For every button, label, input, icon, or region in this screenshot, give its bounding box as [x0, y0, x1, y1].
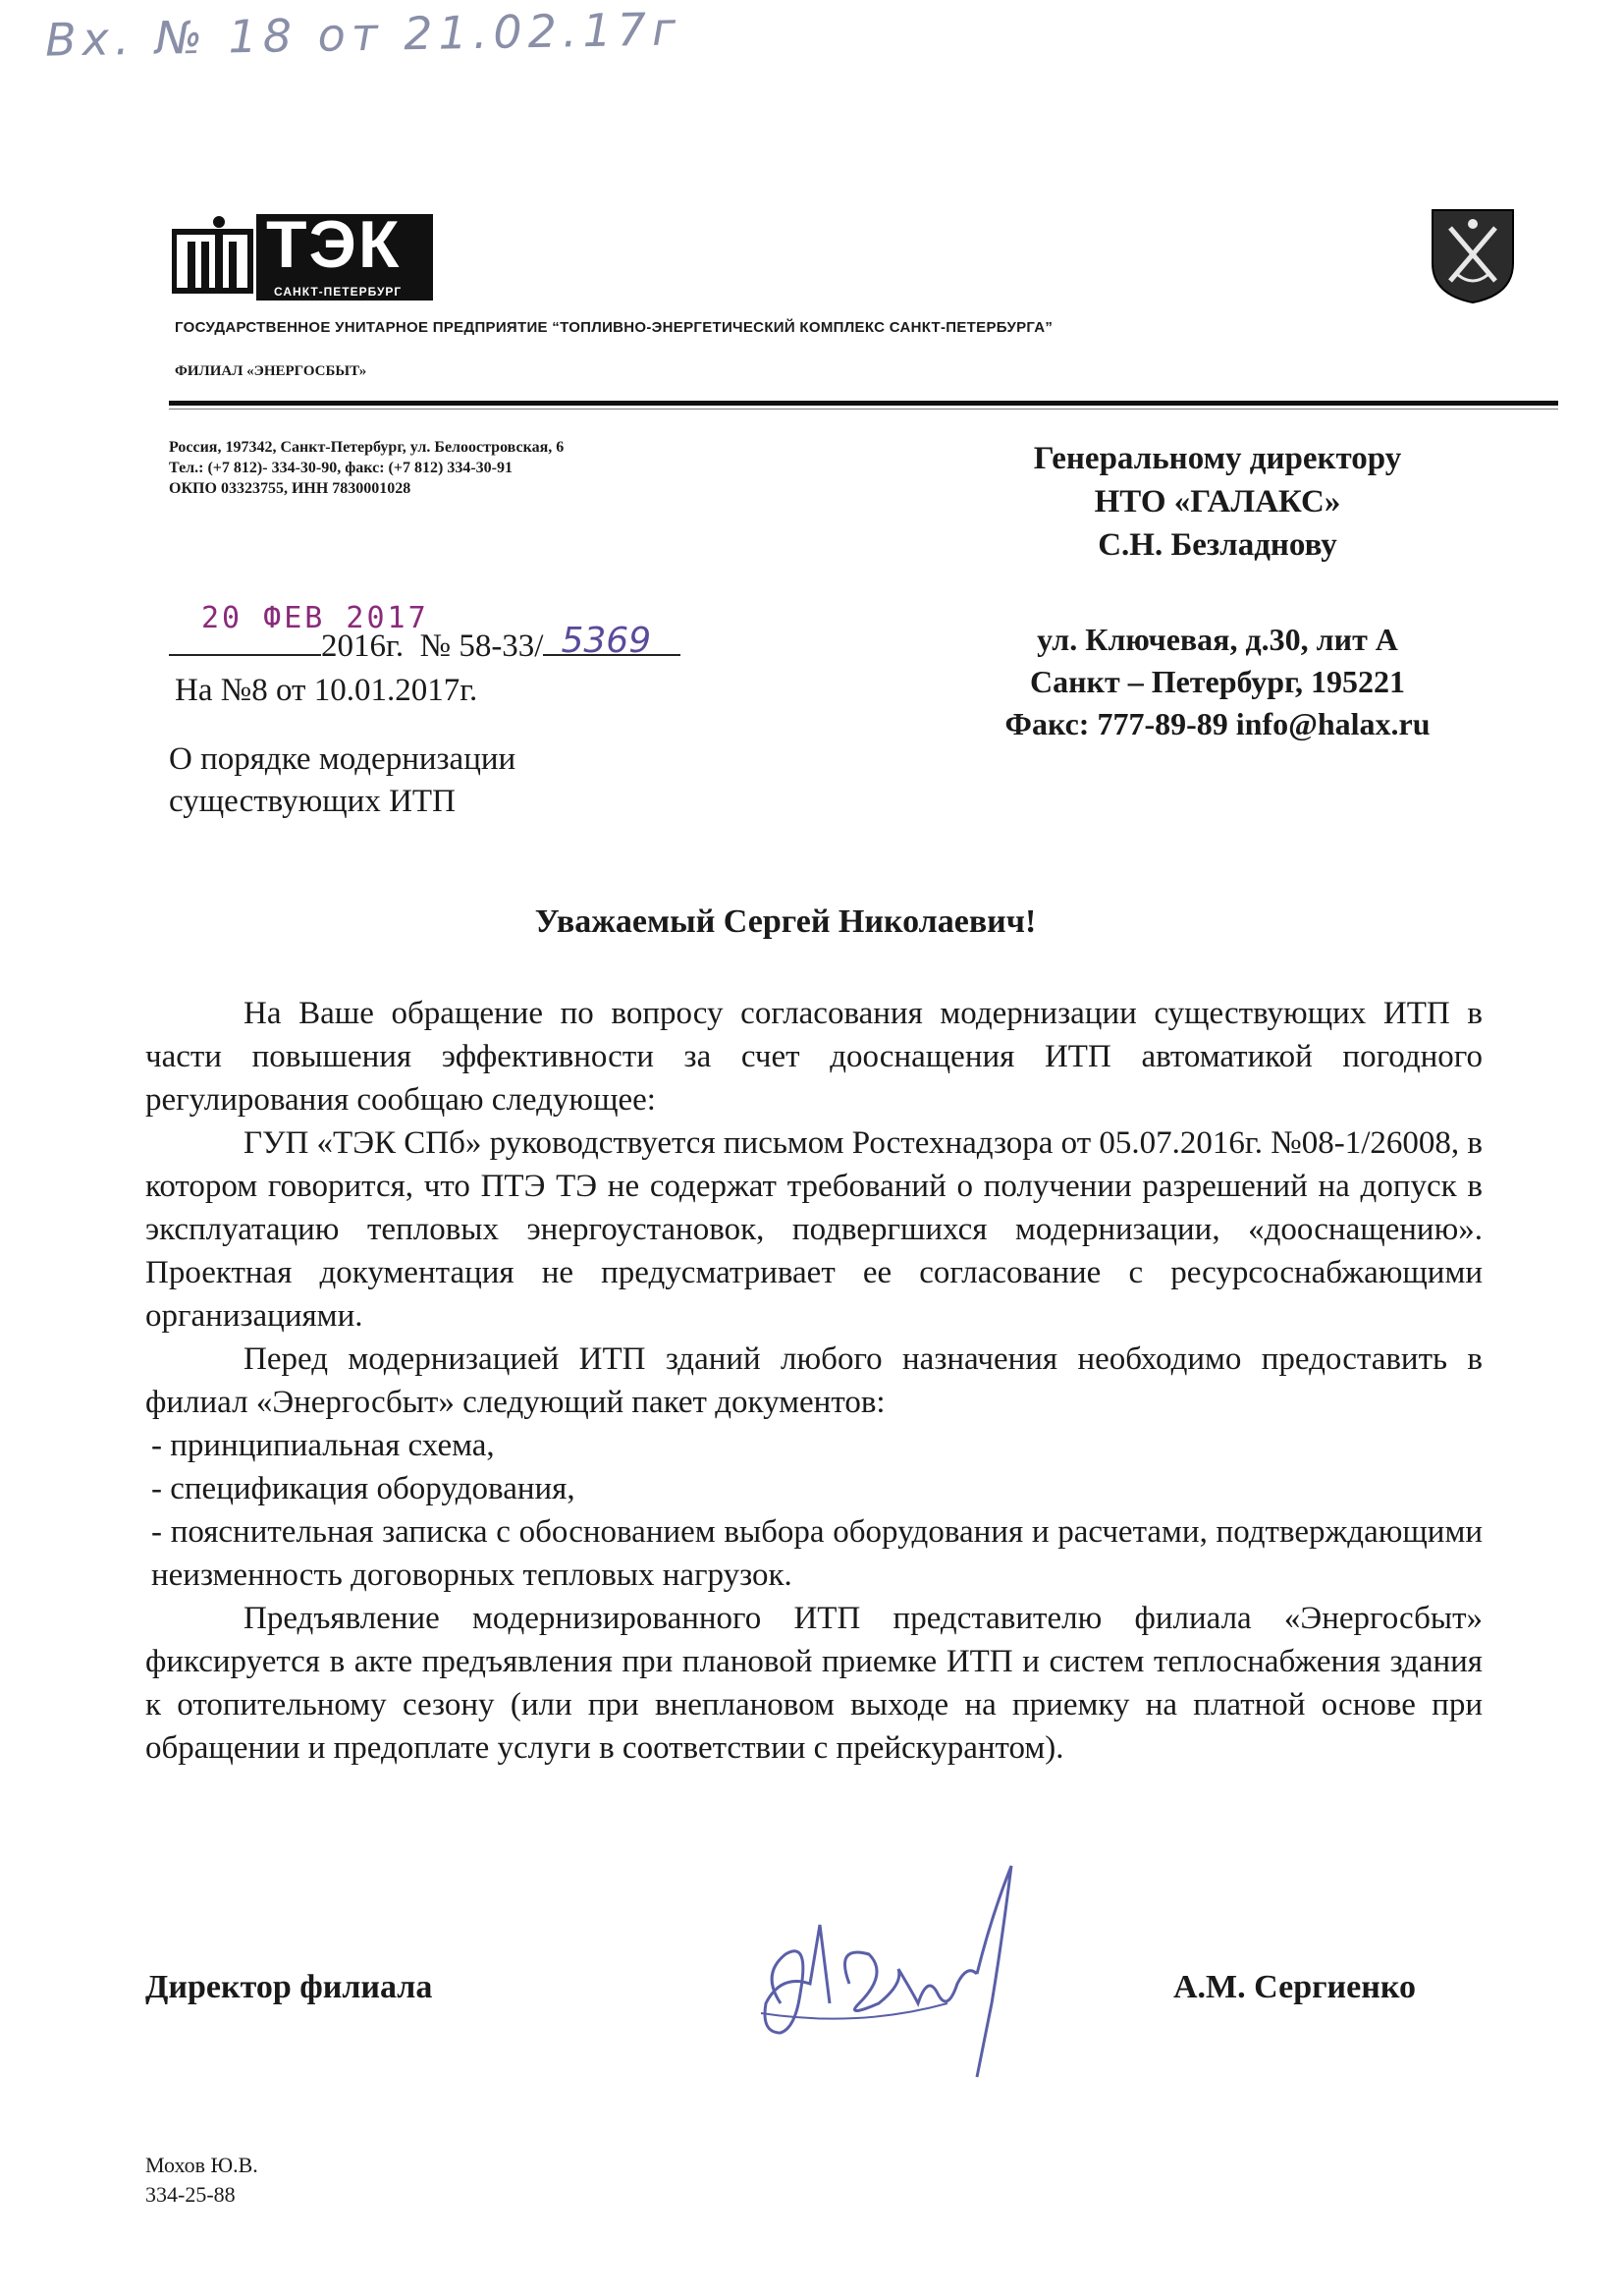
sender-address — [169, 437, 564, 499]
sender-address-line: Россия, 197342, Санкт-Петербург, ул. Белоостровская, 6 — [169, 439, 565, 456]
subject-line: существующих ИТП — [169, 784, 456, 819]
header-rule-thick — [169, 401, 1558, 406]
letter-subject — [169, 738, 515, 823]
document-list-item: - пояснительная записка с обоснованием выбора оборудования и расчетами, подтверждающими неизменность договорных тепловых нагрузок. — [151, 1514, 1483, 1593]
body-paragraph-2: ГУП «ТЭК СПб» руководствуется письмом Ростехнадзора от 05.07.2016г. №08-1/26008, в котором говорится, что ПТЭ ТЭ не содержат требований о получении разрешений на допуск в эксплуатацию тепловых энергоустановок, подвергшихся модернизации, «дооснащению». Проектная документация не предусматривает ее согласование с ресурсоснабжающими организациями. — [145, 1125, 1483, 1334]
registration-line — [169, 621, 680, 665]
coat-of-arms-icon — [1429, 206, 1517, 309]
registration-year: 2016г. — [321, 629, 405, 664]
signatory-title: Директор филиала — [145, 1969, 433, 2005]
subject-line: О порядке модернизации — [169, 741, 516, 777]
incoming-handwritten-note: Вх. № 18 от 21.02.17г — [44, 2, 682, 67]
recipient-address-block — [884, 619, 1551, 745]
recipient-position: Генеральному директору — [1033, 441, 1402, 476]
tek-logo — [172, 204, 437, 302]
executor-info — [145, 2151, 258, 2210]
salutation: Уважаемый Сергей Николаевич! — [534, 903, 1037, 940]
handwritten-signature — [741, 1856, 1036, 2087]
recipient-city: Санкт – Петербург, 195221 — [1029, 664, 1405, 699]
date-blank — [169, 654, 321, 656]
sender-address-line: ОКПО 03323755, ИНН 7830001028 — [169, 480, 411, 497]
branch-name: ФИЛИАЛ «ЭНЕРГОСБЫТ» — [175, 363, 367, 379]
logo-brand-text: ТЭК — [266, 207, 402, 282]
recipient-block — [884, 437, 1551, 567]
header-rule-thin — [169, 409, 1558, 410]
signatory-name: А.М. Сергиенко — [1173, 1969, 1416, 2005]
document-list-item: - спецификация оборудования, — [151, 1471, 575, 1506]
sender-address-line: Тел.: (+7 812)- 334-30-90, факс: (+7 812) 334-30-91 — [169, 460, 513, 476]
letter-body — [145, 992, 1483, 1770]
registration-number-handwritten: 5369 — [561, 621, 652, 661]
document-list-item: - принципиальная схема, — [151, 1428, 495, 1463]
body-paragraph-3: Перед модернизацией ИТП зданий любого назначения необходимо предоставить в филиал «Энергосбыт» следующий пакет документов: — [145, 1341, 1483, 1420]
recipient-name: С.Н. Безладнову — [1098, 527, 1337, 563]
recipient-fax-email: Факс: 777-89-89 info@halax.ru — [1004, 706, 1431, 741]
number-blank — [543, 621, 680, 661]
reference-line: На №8 от 10.01.2017г. — [175, 673, 478, 708]
recipient-street: ул. Ключевая, д.30, лит А — [1037, 622, 1398, 657]
registration-number-prefix: № 58-33/ — [419, 629, 544, 664]
registration-date-stamp: 20 ФЕВ 2017 — [201, 601, 429, 635]
recipient-company: НТО «ГАЛАКС» — [1094, 484, 1341, 519]
body-paragraph-1: На Ваше обращение по вопросу согласования модернизации существующих ИТП в части повышения эффективности за счет дооснащения ИТП автоматикой погодного регулирования сообщаю следующее: — [145, 996, 1483, 1118]
body-paragraph-4: Предъявление модернизированного ИТП представителю филиала «Энергосбыт» фиксируется в акте предъявления при плановой приемке ИТП и систем теплоснабжения здания к отопительному сезону (или при внеплановом выходе на приемку на платной основе при обращении и предоплате услуги в соответствии с прейскурантом). — [145, 1601, 1483, 1766]
organization-name: ГОСУДАРСТВЕННОЕ УНИТАРНОЕ ПРЕДПРИЯТИЕ “ТОПЛИВНО-ЭНЕРГЕТИЧЕСКИЙ КОМПЛЕКС САНКТ-ПЕТЕРБУРГА” — [175, 319, 1054, 336]
logo-city-text: САНКТ-ПЕТЕРБУРГ — [274, 285, 403, 299]
executor-phone: 334-25-88 — [145, 2182, 236, 2207]
executor-name: Мохов Ю.В. — [145, 2153, 258, 2177]
